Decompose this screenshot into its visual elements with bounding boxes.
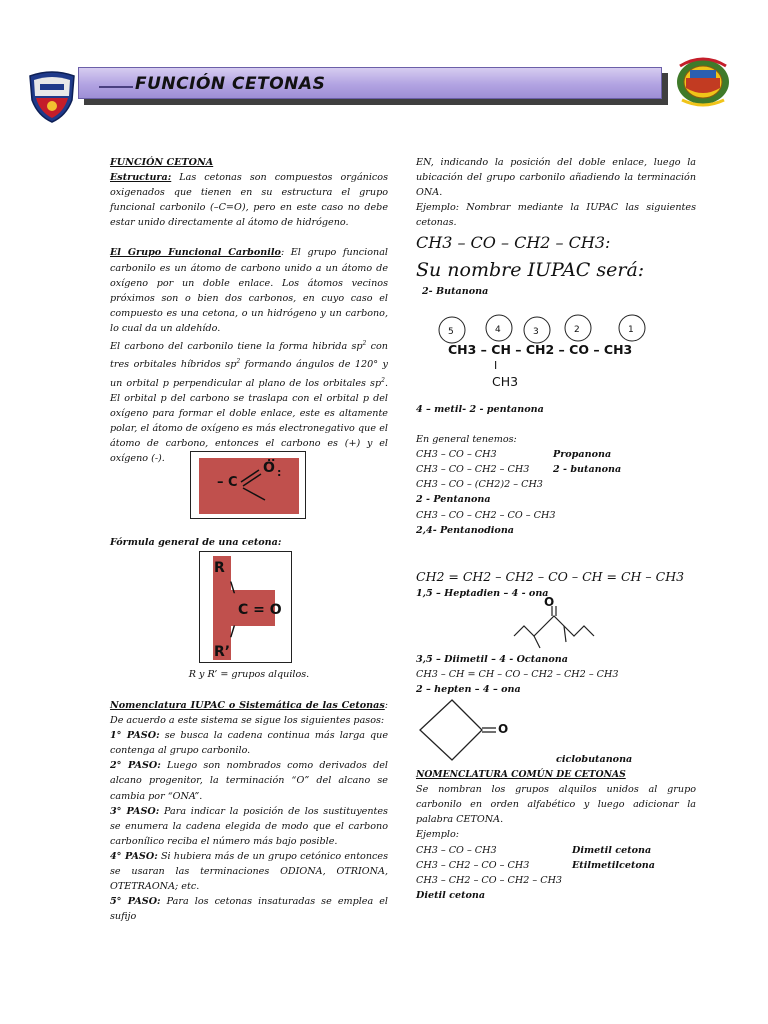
pentanodiona-name: 2,4- Pentanodiona	[416, 524, 515, 536]
carbonilo-text-2: con tres orbitales híbridos sp	[110, 341, 388, 371]
step-4-text: Si hubiera más de un grupo cetónico entonces se usaran las terminaciones ODIONA, OTRIONA, OTETRAONA; etc.	[110, 850, 388, 893]
grupo-paragraph	[110, 245, 388, 336]
sup-2b: 2	[236, 358, 241, 366]
step-1	[110, 728, 388, 758]
grupo-label: El Grupo Funcional Carbonilo	[110, 247, 281, 259]
step-3-label: 3° PASO:	[110, 805, 160, 817]
comun-row-2-name: Etilmetilcetona	[572, 859, 655, 871]
octanona-name: 3,5 – Diimetil – 4 - Octanona	[416, 654, 568, 665]
lone-pairs-side: :	[277, 466, 282, 479]
general-row-2-name: 2 - butanona	[553, 464, 622, 476]
chain-number-2: 2	[574, 325, 580, 335]
comun-row-1	[416, 843, 696, 858]
general-row-1	[416, 447, 696, 462]
step-4-label: 4° PASO:	[110, 850, 158, 862]
general-row-1-name: Propanona	[553, 449, 612, 461]
r-caption: R y R’ = grupos alquilos.	[188, 669, 310, 680]
skeletal-oxygen: O	[544, 595, 555, 609]
general-row-1-formula: CH3 – CO – CH3	[416, 449, 497, 461]
hepten-name: 2 – hepten – 4 – ona	[416, 684, 521, 696]
sup-2c: 2	[381, 376, 385, 384]
right-lower-section	[416, 652, 696, 697]
step-4	[110, 849, 388, 894]
ring-oxygen: O	[498, 722, 509, 736]
hepten-formula: CH3 – CH = CH – CO – CH2 – CH2 – CH3	[416, 669, 619, 681]
carbonyl-carbon: – C	[217, 475, 238, 490]
step-2-text: Luego son nombrados como derivados del alcano progenitor, la terminación “O” del alcano se cambia por “ONA”.	[110, 760, 388, 802]
nomenclatura-section	[110, 698, 388, 924]
comun-row-1-name: Dimetil cetona	[572, 844, 652, 856]
nomenclatura-label: Nomenclatura IUPAC o Sistemática de las Cetonas	[110, 700, 385, 711]
chain-main: CH3 – CH – CH2 – CO – CH3	[448, 342, 633, 357]
heptadien-formula: CH2 = CH2 – CH2 – CO – CH = CH – CH3	[416, 568, 685, 584]
carbonilo-text-4: . El orbital p del carbono se traslapa con el orbital p del oxígeno para formar el doble enlace, este es altamente polar, el átomo de oxígeno es más electronegativo que el átomo de carbono, entonces el carbono es (+) y el oxígeno (-).	[110, 377, 388, 465]
general-heading: En general tenemos:	[416, 434, 517, 446]
comun-row-3-formula: CH3 – CH2 – CO – CH2 – CH3	[416, 874, 563, 886]
bond-upper: \	[230, 580, 236, 596]
carbonilo-paragraph	[110, 336, 388, 466]
chain-number-3: 3	[533, 327, 539, 337]
comun-text: Se nombran los grupos alquilos unidos al grupo carbonilo en orden alfabético y luego adicionar la palabra CETONA.	[416, 784, 696, 826]
chain-number-4: 4	[495, 325, 501, 335]
r-group: R	[214, 560, 225, 576]
general-formula-figure	[199, 551, 292, 663]
comun-row-2-formula: CH3 – CH2 – CO – CH3	[416, 859, 530, 871]
step-3-text: Para indicar la posición de los sustituyentes se enumera la cadena elegida de modo que el carbono carbonílico reciba el número más bajo posible.	[110, 805, 388, 847]
step-1-text: se busca la cadena continua más larga que contenga al grupo carbonilo.	[110, 730, 388, 757]
page-title: FUNCIÓN CETONAS	[135, 74, 326, 94]
banner-underline-tick	[99, 86, 133, 88]
formula-example: CH3 – CO – CH2 – CH3:	[416, 233, 611, 253]
heptadien-name: 1,5 – Heptadien – 4 - ona	[416, 587, 549, 599]
chain-branch-bond: I	[494, 359, 498, 372]
nomenclatura-text: : De acuerdo a este sistema se sigue los siguientes pasos:	[110, 700, 388, 727]
step-1-label: 1° PASO:	[110, 730, 160, 742]
step-2	[110, 758, 388, 803]
lone-pairs-top: ..	[267, 452, 276, 464]
carbonilo-text-3: formando ángulos de 120° y un orbital p perpendicular al plano de los orbitales sp	[110, 359, 388, 389]
right-column	[416, 155, 696, 300]
general-row-2-formula: CH3 – CO – CH2 – CH3	[416, 464, 530, 476]
ciclobutanona-name: ciclobutanona	[556, 754, 633, 765]
formula-general-heading: Fórmula general de una cetona:	[110, 537, 282, 548]
chain-branch: CH3	[492, 374, 519, 389]
comun-ejemplo: Ejemplo:	[416, 829, 459, 841]
general-row-3-formula: CH3 – CO – (CH2)2 – CH3	[416, 479, 543, 491]
pentanona-4-metil: 4 – metil- 2 - pentanona	[416, 404, 544, 415]
comun-section	[416, 752, 696, 903]
general-row-2	[416, 462, 696, 477]
chain-number-1: 1	[628, 325, 634, 335]
estructura-text: Las cetonas son compuestos orgánicos oxigenados que tienen en su estructura el grupo funcional carbonilo (–C=O), pero en este caso no debe estar unido directamente al átomo de hidrógeno.	[110, 172, 388, 229]
chain-number-5: 5	[448, 327, 454, 337]
state-seal-logo	[672, 52, 734, 108]
right-general-section	[416, 402, 696, 601]
title-banner	[78, 67, 668, 105]
estructura-paragraph	[110, 170, 388, 230]
step-5-text: Para los cetonas insaturadas se emplea el sufijo	[110, 896, 388, 923]
chain-figure	[436, 312, 656, 394]
continuation-text: EN, indicando la posición del doble enlace, luego la ubicación del grupo carbonilo añadiendo la terminación ONA.	[416, 157, 696, 199]
school-shield-logo	[26, 70, 78, 124]
r-prime-group: R’	[214, 644, 231, 660]
butanona-name: 2- Butanona	[422, 286, 489, 298]
step-3	[110, 804, 388, 849]
carbonyl-figure	[190, 451, 306, 519]
grupo-text: : El grupo funcional carbonilo es un átomo de carbono unido a un átomo de oxígeno por un doble enlace. Los átomos vecinos próximos son o bien dos carbonos, en cuyo caso el compuesto es una cetona, o un hidrógeno y un carbono, lo cual da un aldehído.	[110, 247, 388, 334]
row4-formula: CH3 – CO – CH2 – CO – CH3	[416, 509, 556, 521]
section-heading-funcion: FUNCIÓN CETONA	[110, 157, 214, 168]
co-group: C = O	[238, 602, 282, 618]
carbonilo-text-1: El carbono del carbonilo tiene la forma hibrida sp	[110, 341, 363, 353]
nomenclatura-paragraph	[110, 698, 388, 728]
step-5	[110, 894, 388, 924]
iupac-title: Su nombre IUPAC será:	[416, 259, 645, 282]
sup-2a: 2	[362, 340, 367, 348]
skeletal-structure	[510, 595, 600, 652]
comun-heading: NOMENCLATURA COMÚN DE CETONAS	[416, 769, 626, 781]
banner-bar	[78, 67, 662, 99]
comun-row-1-formula: CH3 – CO – CH3	[416, 844, 497, 856]
step-2-label: 2° PASO:	[110, 760, 161, 772]
carbonyl-oxygen: O	[263, 460, 275, 476]
estructura-label: Estructura:	[110, 172, 172, 184]
dietil-name: Dietil cetona	[416, 889, 486, 901]
pentanona-name: 2 - Pentanona	[416, 494, 491, 506]
ejemplo-text: Ejemplo: Nombrar mediante la IUPAC las siguientes cetonas.	[416, 202, 696, 229]
bond-lower: /	[230, 624, 236, 640]
step-5-label: 5° PASO:	[110, 896, 161, 908]
comun-row-2	[416, 858, 696, 873]
left-column	[110, 155, 388, 466]
